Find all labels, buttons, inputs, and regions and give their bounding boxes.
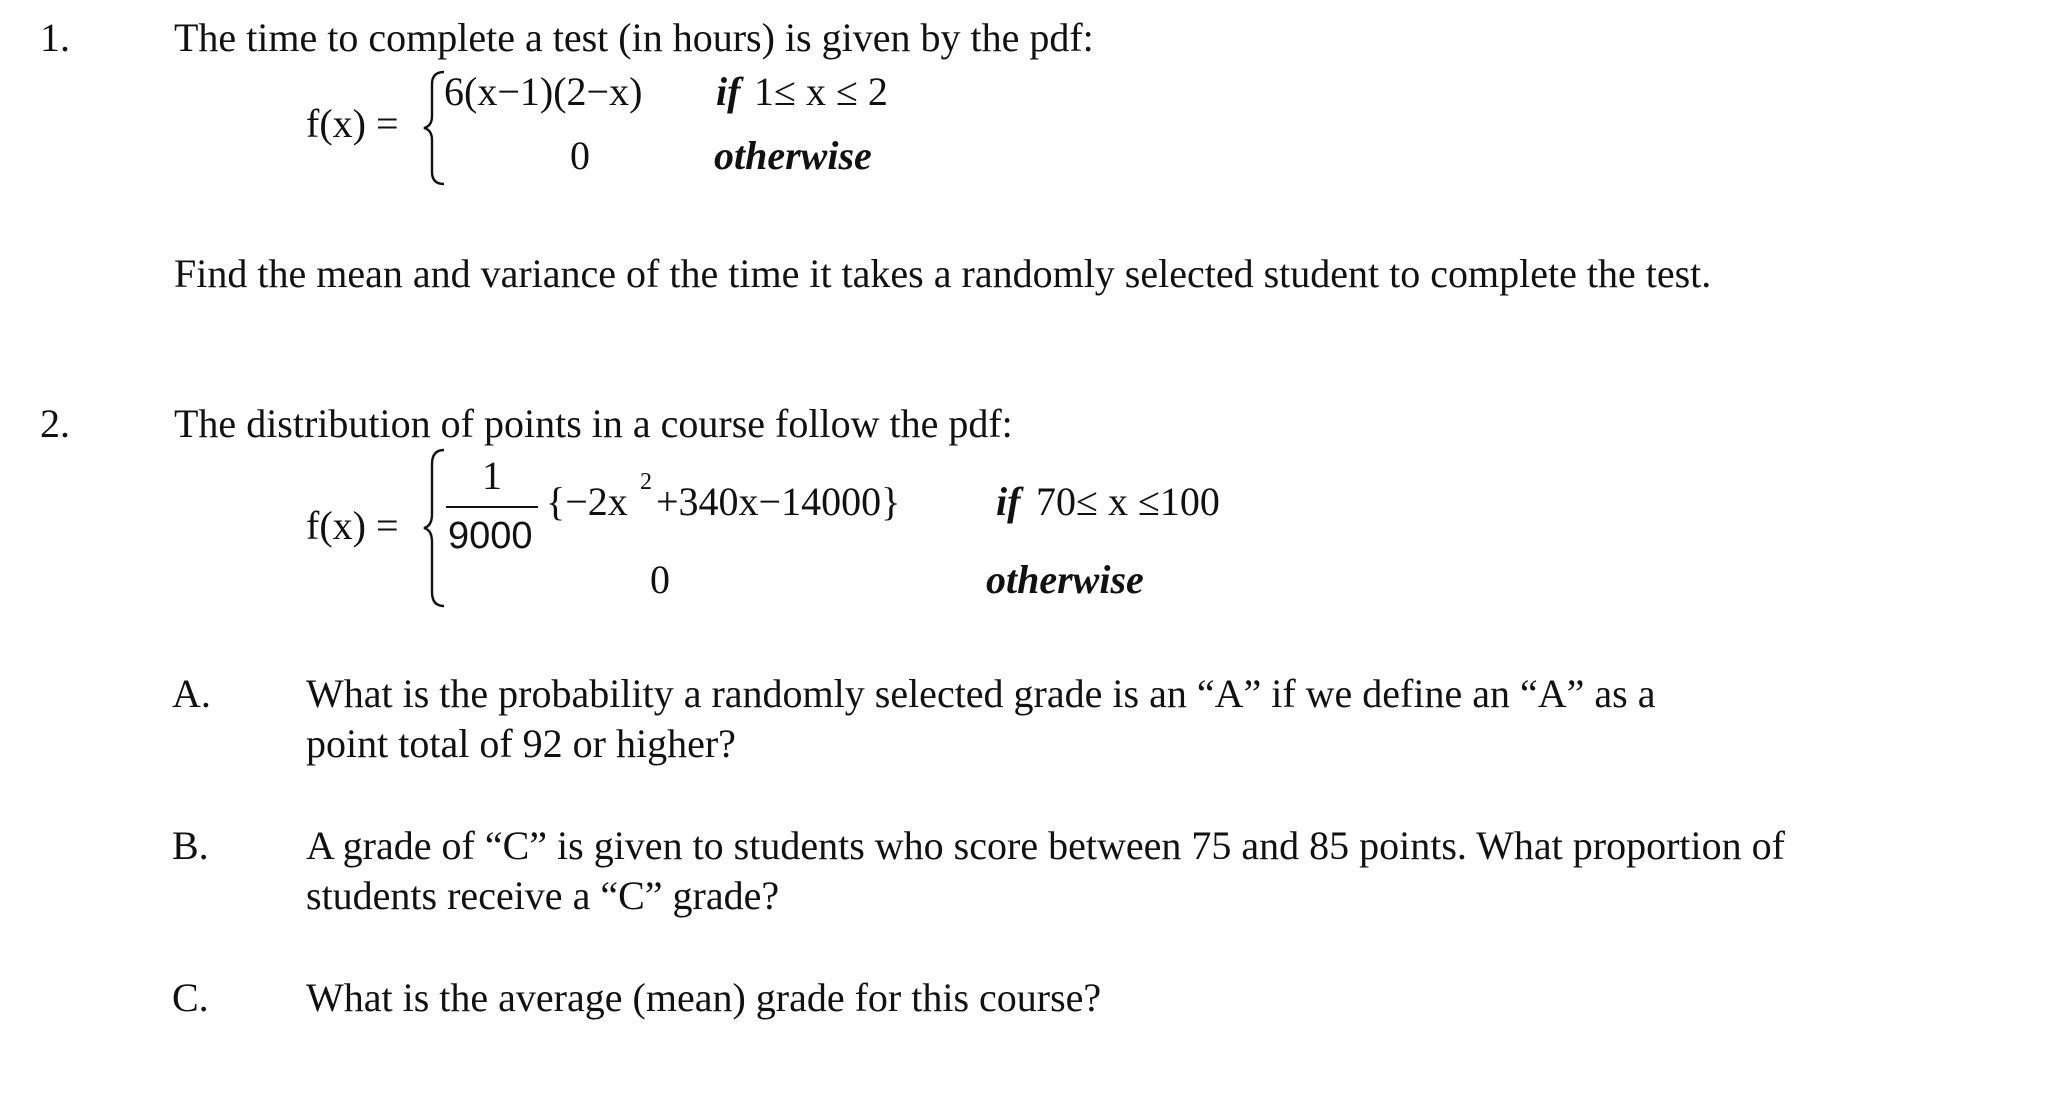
problem-2-fraction-denominator: 9000 (448, 515, 533, 557)
problem-2-function-label: f(x) = (306, 503, 399, 548)
part-c-letter: C. (172, 975, 209, 1020)
part-a-letter: A. (172, 671, 211, 716)
problem-2-intro: The distribution of points in a course follow the pdf: (174, 401, 1013, 446)
part-a-line-2: point total of 92 or higher? (306, 721, 736, 766)
problem-2-case-condition: 70≤ x ≤100 (1036, 479, 1220, 524)
problem-1-function-label: f(x) = (306, 101, 399, 146)
problem-2-case-if: if (996, 479, 1021, 524)
problem-2-case-rest: +340x−14000} (656, 479, 901, 524)
problem-1-case-if: if (716, 69, 741, 114)
part-c-line-1: What is the average (mean) grade for this course? (306, 975, 1102, 1020)
problem-1-question: Find the mean and variance of the time it takes a randomly selected student to complete the test. (174, 251, 1712, 296)
problem-1-case-expression: 6(x−1)(2−x) (444, 69, 643, 114)
part-b-letter: B. (172, 823, 209, 868)
part-b-line-1: A grade of “C” is given to students who score between 75 and 85 points. What proportion of (306, 823, 1785, 868)
problem-2-case-zero: 0 (650, 557, 670, 602)
problem-2-number: 2. (40, 401, 70, 446)
problem-1-case-otherwise: otherwise (714, 133, 872, 178)
problem-2-case-otherwise: otherwise (986, 557, 1144, 602)
problem-1-case-zero: 0 (570, 133, 590, 178)
problem-2-brace-icon (422, 448, 448, 608)
problem-1-number: 1. (40, 15, 70, 60)
problem-2-case-open: {−2x (546, 479, 628, 524)
problem-1-case-condition: 1≤ x ≤ 2 (754, 69, 888, 114)
problem-2-fraction-bar (446, 506, 538, 508)
problem-1-intro: The time to complete a test (in hours) is given by the pdf: (174, 15, 1094, 60)
problem-2-fraction-numerator: 1 (482, 453, 502, 498)
problem-2-case-exponent: 2 (640, 469, 652, 495)
part-b-line-2: students receive a “C” grade? (306, 873, 780, 918)
part-a-line-1: What is the probability a randomly selected grade is an “A” if we define an “A” as a (306, 671, 1656, 716)
